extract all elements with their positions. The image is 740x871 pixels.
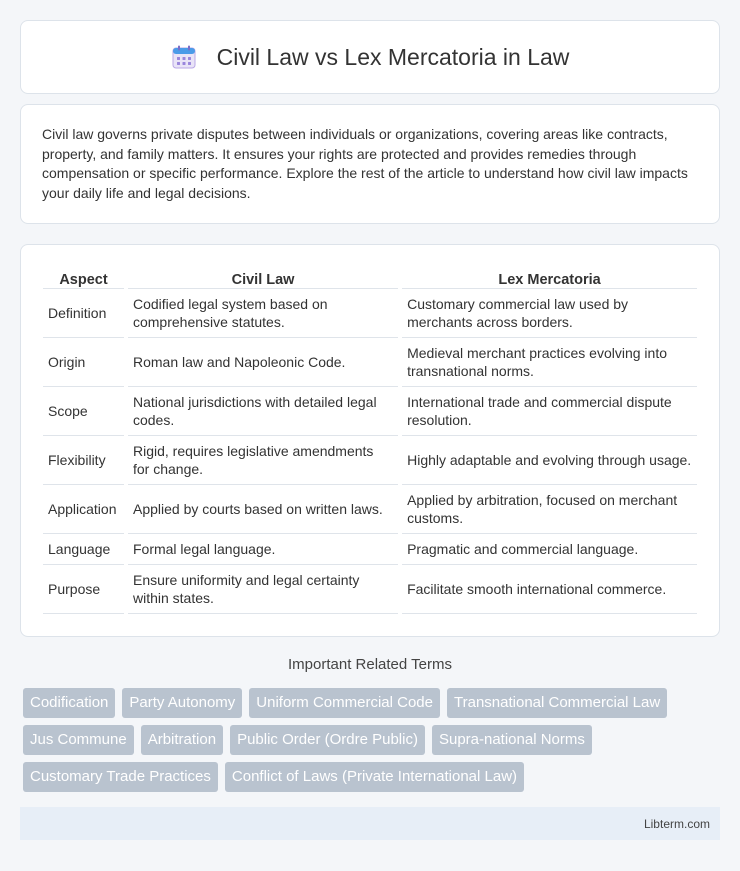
- table-row: [43, 485, 697, 534]
- related-term-tag[interactable]: Transnational Commercial Law: [447, 688, 667, 718]
- table-cell: Rigid, requires legislative amendments for change.: [128, 436, 398, 485]
- table-cell: Definition: [43, 289, 124, 338]
- table-row: [43, 289, 697, 338]
- table-cell: Origin: [43, 338, 124, 387]
- table-cell: International trade and commercial dispute resolution.: [402, 387, 697, 436]
- table-cell: Applied by arbitration, focused on merchant customs.: [402, 485, 697, 534]
- calendar-icon: [171, 44, 197, 70]
- related-term-tag[interactable]: Customary Trade Practices: [23, 762, 218, 792]
- page-title: Civil Law vs Lex Mercatoria in Law: [216, 43, 570, 70]
- table-cell: Scope: [43, 387, 124, 436]
- table-cell: Medieval merchant practices evolving into transnational norms.: [402, 338, 697, 387]
- comparison-table-card: [20, 244, 720, 637]
- related-term-tag[interactable]: Party Autonomy: [122, 688, 242, 718]
- related-term-tag[interactable]: Jus Commune: [23, 725, 134, 755]
- table-row: [43, 338, 697, 387]
- table-cell: Pragmatic and commercial language.: [402, 534, 697, 565]
- footer-site-link[interactable]: Libterm.com: [643, 816, 710, 831]
- related-term-tag[interactable]: Conflict of Laws (Private International Law): [225, 762, 524, 792]
- table-row: [43, 534, 697, 565]
- related-terms-title: Important Related Terms: [288, 656, 452, 673]
- table-cell: Customary commercial law used by merchants across borders.: [402, 289, 697, 338]
- table-cell: Language: [43, 534, 124, 565]
- related-term-tag[interactable]: Supra-national Norms: [432, 725, 592, 755]
- table-cell: Application: [43, 485, 124, 534]
- related-term-tag[interactable]: Codification: [23, 688, 115, 718]
- related-term-tag[interactable]: Uniform Commercial Code: [249, 688, 440, 718]
- table-cell: Formal legal language.: [128, 534, 398, 565]
- table-row: [43, 387, 697, 436]
- table-row: [43, 565, 697, 614]
- related-term-tag[interactable]: Arbitration: [141, 725, 223, 755]
- table-cell: Roman law and Napoleonic Code.: [128, 338, 398, 387]
- table-cell: National jurisdictions with detailed legal codes.: [128, 387, 398, 436]
- related-terms-list: [23, 688, 723, 792]
- header-aspect: Aspect: [43, 267, 124, 289]
- intro-text: Civil law governs private disputes between individuals or organizations, covering areas like contracts, property, and family matters. It ensures your rights are protected and provides remedies through compensation or specific performance. Explore the rest of the article to understand how civil law impacts your daily life and legal decisions.: [42, 126, 688, 201]
- table-cell: Highly adaptable and evolving through usage.: [402, 436, 697, 485]
- table-cell: Codified legal system based on comprehensive statutes.: [128, 289, 398, 338]
- table-cell: Facilitate smooth international commerce.: [402, 565, 697, 614]
- table-cell: Flexibility: [43, 436, 124, 485]
- table-header-row: [43, 267, 697, 289]
- header-lex-mercatoria: Lex Mercatoria: [402, 267, 697, 289]
- table-row: [43, 436, 697, 485]
- table-cell: Applied by courts based on written laws.: [128, 485, 398, 534]
- comparison-table: [39, 267, 701, 614]
- related-term-tag[interactable]: Public Order (Ordre Public): [230, 725, 425, 755]
- header-civil-law: Civil Law: [128, 267, 398, 289]
- footer: [20, 807, 720, 840]
- header-card: [20, 20, 720, 94]
- intro-card: [20, 104, 720, 224]
- table-cell: Ensure uniformity and legal certainty within states.: [128, 565, 398, 614]
- table-cell: Purpose: [43, 565, 124, 614]
